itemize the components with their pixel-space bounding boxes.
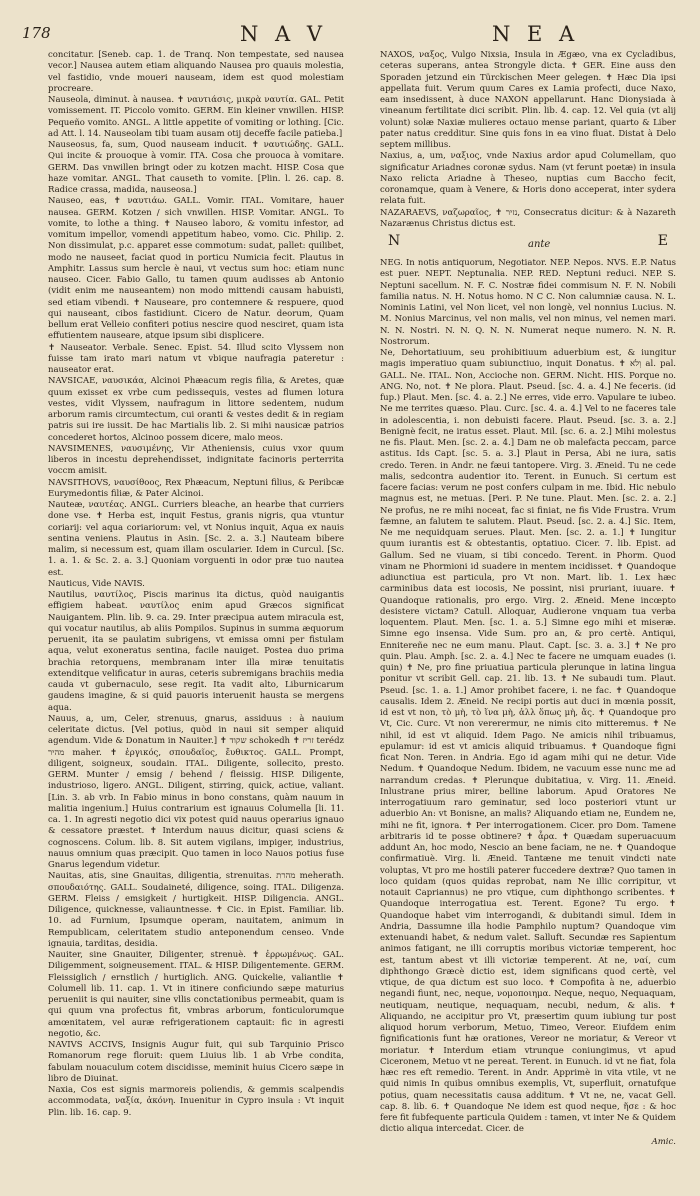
dictionary-entry: ✝ Nauseator. Verbale. Senec. Epist. 54. Illud scito Vlyssem non fuisse tam irato mari natum vt vbique naufragia pateretur : nauseator erat. xyxy=(48,342,344,375)
dictionary-entry: Ne, Dehortatiuum, seu prohibitiuum aduerbium est, & iungitur magis imperatiuo quam subiunctiuo, inquit Donatus. ✝ וְלֹא al. pal. GALL. Ne. ITAL. Non, Accioche non. GERM. Nicht. HIS. Porque no. ANG. No, not. ✝ Ne plora. Plaut. Pseud. [sc. 4. a. 4.] Ne feceris. (id fup.) Plaut. Men. [sc. 4. a. 2.] Ne erres, vide erro. Vapulare te iubeo. Ne me territes quæso. Plau. Curc. [sc. 4. a. 4.] Vel to ne faceres tale in adolescentia, i. non debuisti facere. Plaut. Pseud. [sc. 3. a. 2.] Benignè fecit, ne iratus esset. Plaut. Mil. [sc. 6. a. 2.] Mihi molestus ne fis. Plaut. Men. [sc. 2. a. 4.] Dam ne ob malefacta peccam, parce astitus. Ids Capt. [sc. 5. a. 3.] Plaut in Persa, Abi ne iura, satis credo. Teren. in Andr. ne fæui tantopere. Virg. 3. Æneid. Tu ne cede malis, sedcontra audentior ito. Terent. in Eunuch. Si certum est facere facias: verum ne post confers culpam in me. Ibid. Hic nebulo magnus est, ne metuas. [Peri. P. Ne tune. Plaut. Men. [sc. 2. a. 2.] Ne profus, ne re mihi noceat, fac si finiat, ne fis Vide Frustra. Vrum fæmne, an falutem te salutem. Plaut. Pseud. [sc. 2. a. 4.] Sic. Item, Ne me nequidquam serues. Plaut. Men. [sc. 2. a. 1.] ✝ Iungitur quum iurantis est & obtestantis, optatiuo. Cicer. 7. lib. Epist. ad Gallum. Sed ne viuam, si tibi concedo. Terent. in Phorm. Quod vinam ne Phormioni id suadere in mentem incidisset. ✝ Quandoque adiunctiua est particula, pro Vt non. Mart. lib. 1. Lex hæc carminibus data est iocosis, Ne possint, nisi pruriant, iuuare. ✝ Quandoque rationalis, pro ergo. Virg. 2. Æneid. Mene incœpto desistere victam? Catull. Alloquar, Audierone vnquam tua verba loquentem. Plaut. Men. [sc. 1. a. 5.] Simne ego mihi et miseræ. Simne ego insensa. Vide Sum. pro an, & pro certè. Antiqui, Ennitereñe nec ne eum manu. Plaut. Capt. [sc. 3. a. 3.] ✝ Ne pro quin. Plau. Amph. [sc. 2. a. 4.] Nec te facere ne umquam euades (i. quin) ✝ Ne, pro fine priuatiua particula plerunque in latina lingua ponitur vt scribit Gell. cap. 21. lib. 13. ✝ Ne subaudi tum. Plaut. Pseud. [sc. 1. a. 1.] Amor prohibet facere, i. ne fac. ✝ Quandoque causalis. Idem 2. Æneid. Ne recipi portis aut duci in mœnia possit, id est vt non, τὸ μὴ, τὸ ἵνα μὴ, ἀλλ ὅπως μὴ, ἄς. ✝ Quandoque pro Vt, Cic. Curc. Vt non vererermur, ne nimis cito mitteremus. ✝ Ne nihil, id est vt aliquid. Idem Pago. Ne amicis nihil tribuamus, epulamur: id est vt amicis aliquid tribuamus. ✝ Quandoque figni ficat Non. Teren. in Andria. Ego id agam mihi qui ne detur. Vide Nedum. ✝ Quandoque Nedum. Ibidem, ne vacuum esse nunc me ad narrandum credas. ✝ Plerunque dubitatiua, v. Virg. 11. Æneid. Inlustrane prius mirer, belline laborum. Apud Oratores Ne interrogatiuum raro geminatur, sed loco posteriori vtunt ur aduerbio An: vt Bonisne, an malis? Aliquando etiam ne, Eundem ne, mihi ne fit, ignora. ✝ Per interrogationem. Cicer. pro Dom. Tamene arbitraris id te posse obtinere? ✝ ἆρα. ✝ Quædam superuacuum addunt An, hoc modo, Nescio an bene faciam, ne ne. ✝ Quandoque confirmatiuè. Virg. li. Æneid. Tantæne me tenuit vindcti nate voluptas, Vt pro me hostili paterer fuccedere dextræ? Quo tamen in loco quidam (quos quidas reprobat, nam Ne illic corripitur, vt notauit Capriannus) ne pro vtique, cum diphthongo scribentes. ✝ Quandoque interrogatiua est. Terent. Egone? Tu ergo. ✝ Quandoque habet vim interrogandi, & dubitandi simul. Idem in Andria, Dassumne illa hodie Pamphilo nuptum? Quandoque vim extenuandi habet, & nedum valet. Salluft. Secundæ res Sapientum animos fatigant, ne illi corruptis moribus victoriæ temperent, hoc est, tantum abest vt illi victoriæ temperent. At ne, ναί, cum diphthongo Græcè dictio est, idem significans quod certè, vel vtique, de qua dictum est suo loco. ✝ Compofita à ne, aduerbio negandi fiunt, nec, neque, νομοποιημα. Neque, nequo, Nequaquam, neutiquam, neutique, nequaquam, necubi, nedum, & alis. ✝ Aliquando, ne accipitur pro Vt, præsertim quum iubiung tur post aliquod horum verborum, Metuo, Timeo, Vereor. Eiufdem enim fignificationis funt hæ orationes, Vereor ne moriatur, & Vereor vt moriatur. ✝ Interdum etiam vtrunque coniungimus, vt apud Ciceronem, Metuo vt ne pereat. Terent. in Eunuch. id vt ne fiat, fola hæc res eft remedio. Terent. in Andr. Apprimè in vita vtile, vt ne quid nimis In quibus omnibus exemplis, Vt, superfluit, ornatufque potius, quam necessitatis causa additum. ✝ Vt ne, ne, vacat Gell. cap. 8. lib. 6. ✝ Quandoque Ne idem est quod neque, ἥσε : & hoc fere fit fubfequente particula Quidem : tamen, vt inter Ne & Quidem dictio aliqua intercedat. Cicer. de xyxy=(380,348,676,1135)
dictionary-entry: Nauseola, diminut. à nausea. ✝ ναυτιάσις, μικρὰ ναυτία. GAL. Petit vomissement. IT. Piccolo vomito. GERM. Ein kleiner vnwillen. HISP. Pequeño vomito. ANGL. A little appetite of vomiting or lothing. [Cic. ad Att. l. 14. Nauseolam tibi tuam ausam otij deceffe facile patieba.] xyxy=(48,95,344,139)
dictionary-entry: NEG. In notis antiquorum, Negotiator. NEP. Nepos. NVS. E.P. Natus est puer. NEPT. Neptunalia. NEP. RED. Neptuni reduci. NEP. S. Neptuni sacellum. N. F. C. Nostræ fidei commisum N. F. N. Nobili familia natus. N. H. Notus homo. N C C. Non calumniæ causa. N. L. Nominis Latini, vel Non licet, vel non longè, vel nonnius Lucius. N. M. Nonius Marcinus, vel non malis, vel non minus, vel nemen mari. N. N. Nostri. N. N. Q. N. N. Numerat neque numero. N. N. R. Nostrorum. xyxy=(380,258,676,347)
page-number: 178 xyxy=(22,24,51,42)
dictionary-entry: NAVSIMENES, ναυσιμένης, Vir Atheniensis, cuius vxor quum liberos in incestu deprehendisset, indignitate facinoris perterrita voccm amisit. xyxy=(48,443,344,477)
dictionary-entry: Nauseosus, fa, sum, Quod nauseam inducit. ✝ ναυτιώδης. GALL. Qui incite & prouoque à vomir. ITA. Cosa che prouoca à vomitare. GERM. Das vnwillen bringt oder zu kotzen macht. HISP. Cosa que haze vomitar. ANGL. That causeth to vomite. [Plin. l. 26. cap. 8. Radice crassa, madida, nauseosa.] xyxy=(48,140,344,195)
section-heading-right: E xyxy=(657,233,668,249)
section-heading-middle: ante xyxy=(528,239,551,250)
section-heading-left: N xyxy=(388,233,401,249)
dictionary-entry: Nauteæ, ναυτέας. ANGL. Curriers bleache, an hearbe that curriers done vse. ✝ Herba est, inquit Festus, granis nigris, qua vtuntur coriarij: vel aqua coriariorum: vel, vt Nonius inquit, Aqua ex nauis sentina veniens. Plautus in Asin. [Sc. 2. a. 3.] Nauteam bibere malim, si necessum est, quam illam oscularier. Idem in Curcul. [Sc. 1. a. 1. & Sc. 2. a. 3.] Quoniam vorguenti in odor præ tuo nautea est. xyxy=(48,500,344,578)
dictionary-entry: concitatur. [Seneb. cap. 1. de Tranq. Non tempestate, sed nausea vecor.] Nausea autem etiam aliquando Nausea pro quauis molestia, vel fastidio, vnde moueri nauseam, idem est quod molestiam procreare. xyxy=(48,50,344,94)
section-heading xyxy=(380,234,676,256)
dictionary-entry: NAXOS, ναξος, Vulgo Nixsia, Insula in Ægæo, vna ex Cycladibus, ceteras superans, antea Strongyle dicta. ✝ GER. Eine auss den Sporaden jetzund ein Türckischen Meer gelegen. ✝ Hæc Dia ipsi appellata fuit. Verum quum Cares ex Lamia profecti, duce Naxo, eam insedissent, à duce NAXON appellarunt. Hanc Dionysiada à vineanum fertilitate dici scribit. Plin. lib. 4. cap. 12. Vel quia (vt alij volunt) solæ Naxiæ mulieres octauo mense pariant, quarto & Liber pater natus credditur. Sine quis fons in ea vino fluat. Distat à Delo septem millibus. xyxy=(380,50,676,150)
dictionary-entry: Nauitas, atis, sine Gnauitas, diligentia, strenuitas. מהרת meherath. σπουδαιότης. GALL. Soudaineté, diligence, soing. ITAL. Diligenza. GERM. Fleiss / emsigkeit / hurtigkeit. HISP. Diligencia. ANGL. Diligence, quicknesse, valiauntnesse. ✝ Cic. in Epist. Familiar. lib. 10. ad Furnium, Ipsumque operam, nauitatem, animum in Rempublicam, celeritatem studio anteponendum censeo. Vnde ignauia, tarditas, desidia. xyxy=(48,871,344,949)
dictionary-entry: NAVIVS ACCIVS, Insignis Augur fuit, qui sub Tarquinio Prisco Romanorum rege floruit: quem Liuius lib. 1 ab Vrbe condita, fabulam nouaculum cotem discidisse, meminit huius Cicero sæpe in libro de Diuinat. xyxy=(48,1040,344,1084)
dictionary-entry: Nauiter, sine Gnauiter, Diligenter, strenuè. ✝ ἐρρωμένως. GAL. Diligemment, soigneusement. ITAL. & HISP. Diligentemente. GERM. Fleissiglich / ernstlich / hurtiglich. ANG. Quickelie, valiantlie ✝ Columell lib. 11. cap. 1. Vt in itinere conficiundo sæpe maturius perueniit is qui nauiter, sine vllis conctationibus permeabit, quam is qui quum vna profectus fit, vmbras arborum, fonticulorumque amœnitatem, vel auræ refrigerationem captauit: fic in agresti negotio, &c. xyxy=(48,950,344,1039)
dictionary-entry: NAZARAEVS, ναζωραῖος, ✝ נזיר, Consecratus dicitur: & à Nazareth Nazarænus Christus dictus est. xyxy=(380,207,676,229)
dictionary-entry: Nauus, a, um, Celer, strenuus, gnarus, assiduus : à nauium celeritate dictus. [Vel potius, quòd in naui sit semper aliquid agendum. Vide & Donatum in Nauiter.] ✝ שקוד schokedh ✝ זריז terédz מהיר maher. ✝ ἐργικός, σπουδαῖος, ἔυθικτος. GALL. Prompt, diligent, soigneux, soudain. ITAL. Diligente, sollecito, presto. GERM. Munter / emsig / behend / fleissig. HISP. Diligente, industrioso, ligero. ANGL. Diligent, stirring, quick, actiue, valiant. [Lin. 3. ab vrb. In Fabio minus in bono constans, quàm nauum in malitia ingenium.] Huius contrarium est ignauus Columella [li. 11. ca. 1. In agresti negotio dici vix potest quid nauus operarius ignauo & cessatore præstet. ✝ Interdum nauus dicitur, quasi sciens & cognoscens. Colum. lib. 8. Sit autem vigilans, impiger, industrius, nauus omnium quas præcipit. Quo tamen in loco Nauos potius fuse Gnarus legendum videtur. xyxy=(48,713,344,870)
dictionary-entry: Nautilus, ναυτίλος, Piscis marinus ita dictus, quòd nauigantis effigiem habeat. ναυτίλος enim apud Græcos significat Nauigantem. Plin. lib. 9. ca. 29. Inter præcipua autem miracula est, qui vocatur nautilus, ab aliis Pompilos. Supinus in summa æquorum peruenit, ita se paulatim subrigens, vt emissa omni per fistulam aqua, velut exoneratus sentina, facile nauiget. Postea duo prima brachia retorquens, membranam inter illa miræ tenuitatis extenditque velificatur in auras, ceteris subremigans brachiis media cauda vt gubernaculo, sese regit. Ita vadit alto, Liburnicarum gaudens imagine, & si quid pauoris interuenit hausta se mergens aqua. xyxy=(48,590,344,713)
right-column xyxy=(380,50,676,1185)
page-header xyxy=(0,22,700,46)
dictionary-entry: Naxius, a, um, ναξιος, vnde Naxius ardor apud Columellam, quo significatur Ariadnes coronæ sydus. Nam (vt ferunt poetæ) in insula Naxo relicta Ariadne à Theseo, nuptias cum Baccho fecit, coronamque, quam à Venere, & Horis dono acceperat, inter sydera relata fuit. xyxy=(380,151,676,207)
dictionary-entry: NAVSICAE, ναυσικάα, Alcinoi Phæacum regis filia, & Aretes, quæ quum exisset ex vrbe cum pedissequis, vestes ad flumen lotura vestes, vidit Vlyssem, naufragum in littore sedentem, nudum arborum ramis circumtectum, cui oranti & vestes dedit & in regiam patris sui ire iussit. De hac Martialis lib. 2. Si mihi nausicæ patrios concederet hortos, Alcinoo possem dicere, malo meos. xyxy=(48,376,344,443)
running-head-left: N A V xyxy=(240,22,328,46)
left-column xyxy=(48,50,344,1185)
dictionary-entry: Nauticus, Vide NAVIS. xyxy=(48,578,145,589)
catchword: Amic. xyxy=(651,1136,676,1147)
running-head-right: N E A xyxy=(492,22,580,46)
dictionary-entry: Naxia, Cos est signis marmoreis poliendis, & gemmis scalpendis accommodata, ναξία, ἀκόνη. Inuenitur in Cypro insula : Vt inquit Plin. lib. 16. cap. 9. xyxy=(48,1085,344,1118)
dictionary-entry: Nauseo, eas, ✝ ναυτιάω. GALL. Vomir. ITAL. Vomitare, hauer nausea. GERM. Kotzen / sich vnwillen. HISP. Vomitar. ANGL. To vomite, to lothe a thing. ✝ Nauseo laboro, & vomitu infestor, ad vomitum impellor, vomendi appetitum habeo, vomo. Cic. Philip. 2. Non dissimulat, p.c. apparet esse commotum: sudat, pallet: quilibet, modo ne nauseet, faciat quod in porticu Numicia fecit. Plautus in Amphitr. Lassus sum hercle è naui, vt vectus sum hoc: etiam nunc nauseo. Cicer. Fabio Gallo, tu tamen quum audisses ab Antonio (vidit enim me nauseantem) non modo mittendi causam habuisti, sed etiam vibendi. ✝ Nauseare, pro contemnere & respuere, quod qui nauseant, cibos fastidiunt. Cicero de Natur. deorum, Quam bellum erat Velleio confiteri potius nescire quod nesciret, quam ista effutientem nauseare, atque ipsum sibi displicere. xyxy=(48,196,344,342)
dictionary-entry: NAVSITHOVS, ναυσίθοος, Rex Phæacum, Neptuni filius, & Peribcæ Eurymedontis filiæ, & Pater Alcinoi. xyxy=(48,477,344,499)
